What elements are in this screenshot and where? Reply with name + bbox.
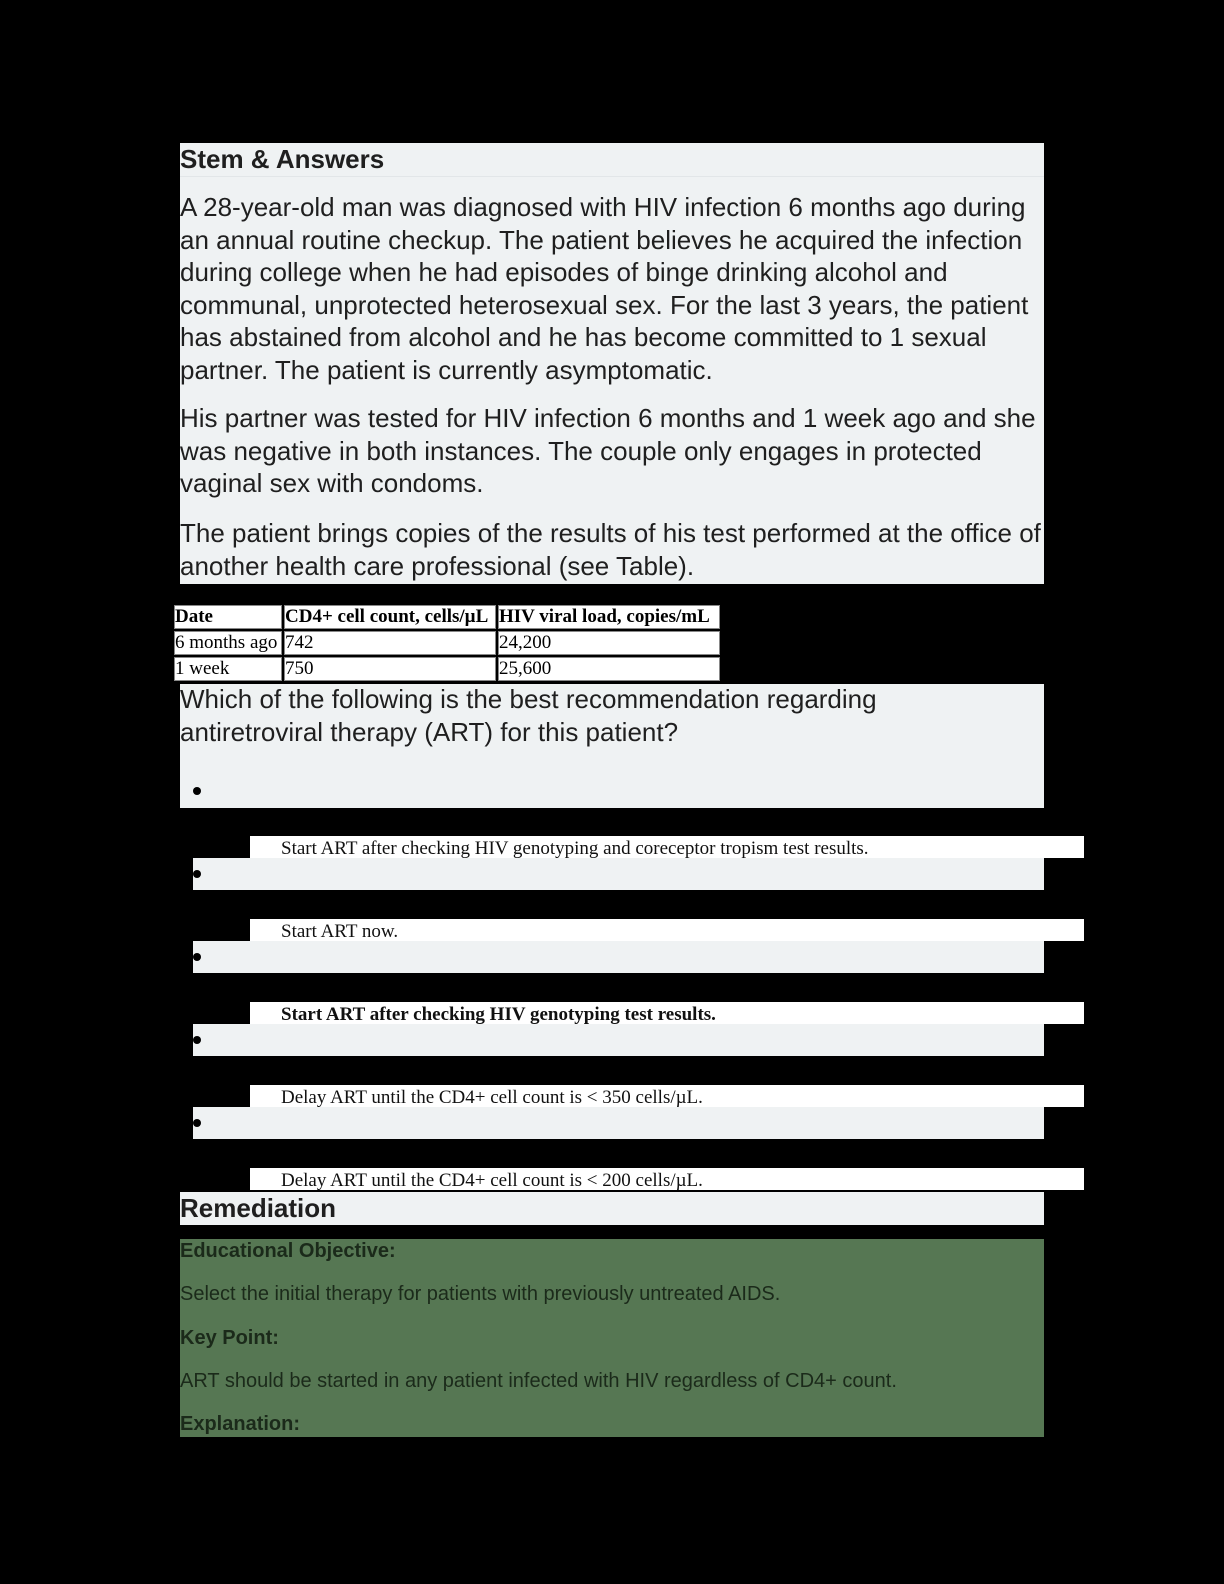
remediation-title: Remediation xyxy=(180,1193,337,1223)
stem-title: Stem & Answers xyxy=(180,143,1044,177)
answer-option-1[interactable]: Start ART after checking HIV genotyping and coreceptor tropism test results. xyxy=(250,836,1084,858)
stem-paragraph: A 28-year-old man was diagnosed with HIV infection 6 months ago during an annual routine checkup. The patient believes he acquired the infection during college when he had episodes of binge drinking alcohol and communal, unprotected heterosexual sex. For the last 3 years, the patient has abstained from alcohol and he has become committed to 1 sexual partner. The patient is currently asymptomatic. xyxy=(180,192,1029,385)
question-text: Which of the following is the best recommendation regarding antiretroviral therapy (ART) for this patient? xyxy=(180,684,877,747)
stem-paragraph: The patient brings copies of the results of his test performed at the office of another health care professional (see Table). xyxy=(180,518,1041,581)
option-row-background xyxy=(193,1024,1044,1056)
table-cell: 24,200 xyxy=(498,631,720,655)
bullet-icon xyxy=(193,953,201,961)
remediation-content-panel xyxy=(180,1239,1044,1437)
option-row-background xyxy=(193,1107,1044,1139)
table-row xyxy=(174,631,720,655)
table-header-cell: CD4+ cell count, cells/µL xyxy=(284,605,496,629)
explanation-label: Explanation: xyxy=(180,1413,301,1435)
bullet-icon xyxy=(193,787,201,795)
educational-objective-text: Select the initial therapy for patients with previously untreated AIDS. xyxy=(180,1283,781,1305)
option-row-background xyxy=(193,858,1044,890)
table-cell: 6 months ago xyxy=(174,631,282,655)
table-cell: 742 xyxy=(284,631,496,655)
bullet-icon xyxy=(193,1036,201,1044)
table-header-row xyxy=(174,605,720,629)
answer-option-4[interactable]: Delay ART until the CD4+ cell count is < 350 cells/µL. xyxy=(250,1085,1084,1107)
option-row-background xyxy=(193,941,1044,973)
table-cell: 750 xyxy=(284,657,496,681)
answer-option-5[interactable]: Delay ART until the CD4+ cell count is < 200 cells/µL. xyxy=(250,1168,1084,1190)
answer-option-3-selected[interactable]: Start ART after checking HIV genotyping test results. xyxy=(250,1002,1084,1024)
bullet-icon xyxy=(193,870,201,878)
key-point-label: Key Point: xyxy=(180,1327,279,1349)
table-header-cell: HIV viral load, copies/mL xyxy=(498,605,720,629)
educational-objective-label: Educational Objective: xyxy=(180,1240,396,1262)
answer-option-2[interactable]: Start ART now. xyxy=(250,919,1084,941)
table-header-cell: Date xyxy=(174,605,282,629)
bullet-icon xyxy=(193,1119,201,1127)
results-table xyxy=(172,603,722,683)
table-cell: 1 week xyxy=(174,657,282,681)
stem-paragraph: His partner was tested for HIV infection 6 months and 1 week ago and she was negative in both instances. The couple only engages in protected vaginal sex with condoms. xyxy=(180,403,1036,498)
key-point-text: ART should be started in any patient infected with HIV regardless of CD4+ count. xyxy=(180,1370,897,1392)
table-cell: 25,600 xyxy=(498,657,720,681)
table-row xyxy=(174,657,720,681)
